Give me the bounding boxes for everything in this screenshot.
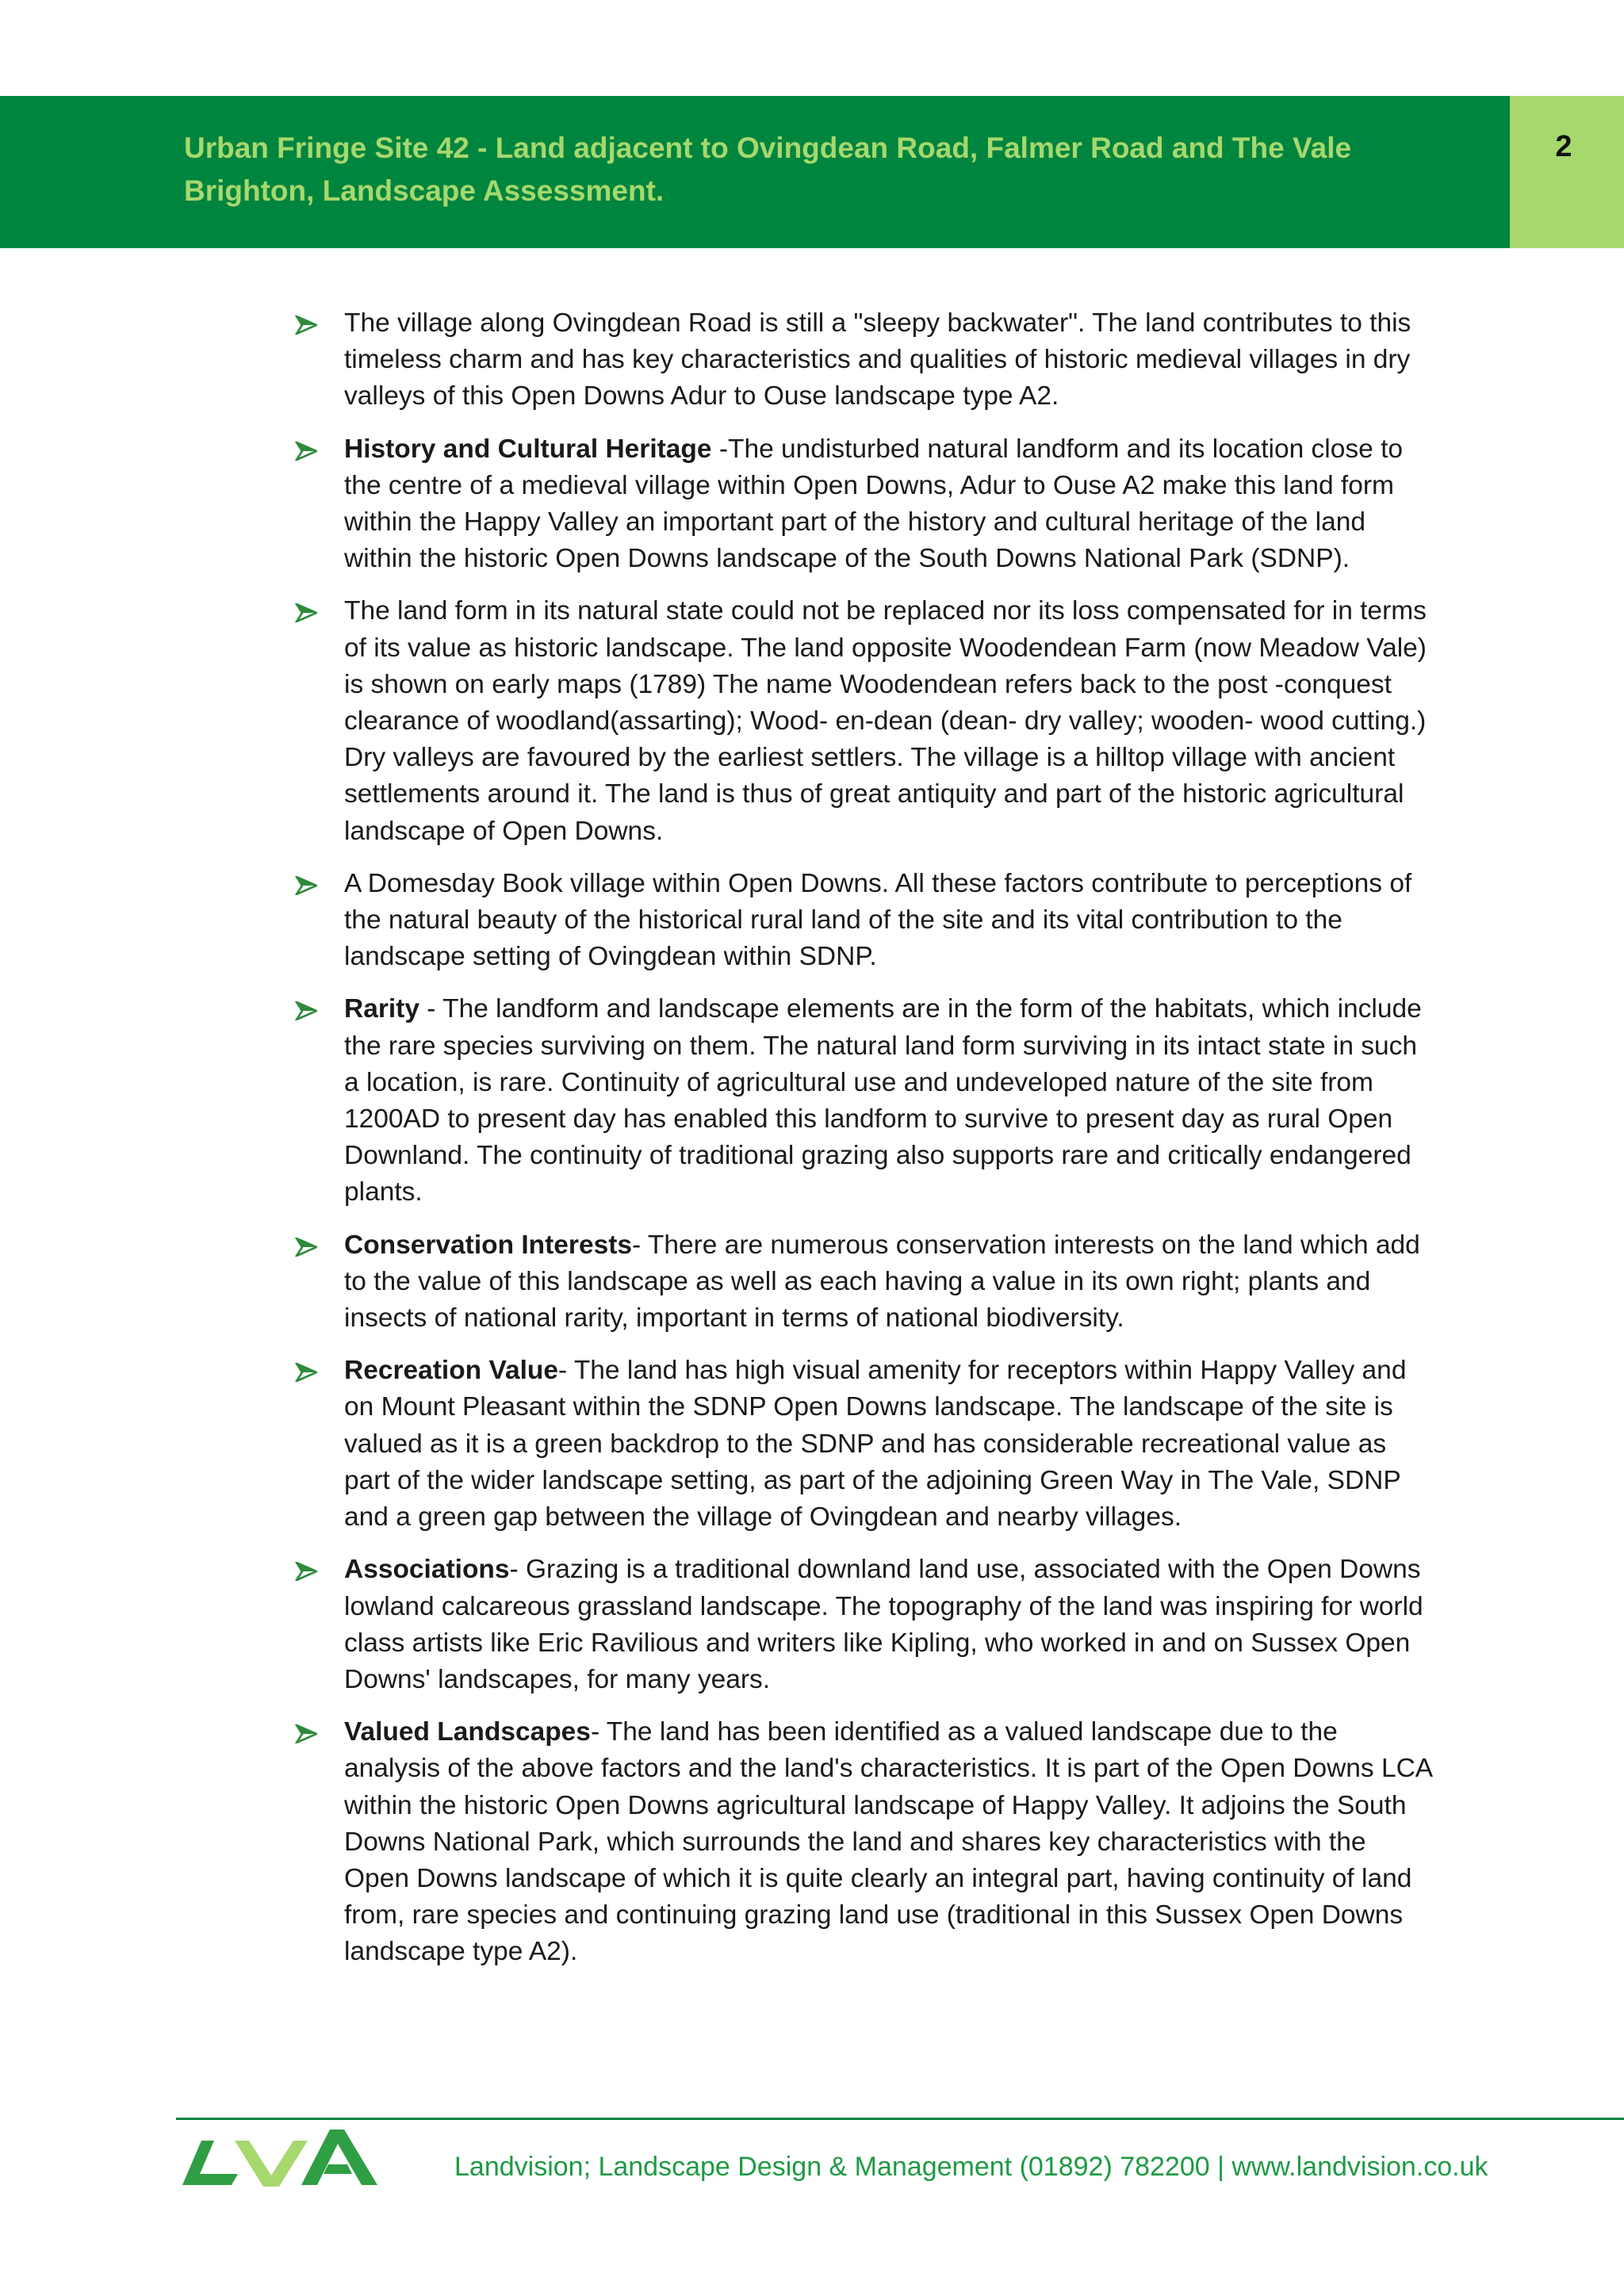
- bullet-item: [295, 431, 1437, 578]
- bullet-item: [295, 991, 1437, 1211]
- bullet-item: [295, 1552, 1437, 1698]
- bullet-text: The village along Ovingdean Road is still a "sleepy backwater". The land contributes to this timeless charm and has key characteristics and qualities of historic medieval villages in dry valleys of this Open Downs Adur to Ouse landscape type A2.: [344, 308, 1411, 411]
- bullet-item: [295, 593, 1437, 849]
- document-title: Urban Fringe Site 42 - Land adjacent to Ovingdean Road, Falmer Road and The Vale Brighton, Landscape Assessment.: [184, 132, 1352, 207]
- bullet-text: -The undisturbed natural landform and its location close to the centre of a medieval village within Open Downs, Adur to Ouse A2 make this land form within the Happy Valley an important part of the history and cultural heritage of the land within the historic Open Downs landscape of the South Downs National Park (SDNP).: [344, 434, 1404, 574]
- arrow-bullet-icon: [295, 1363, 317, 1382]
- arrow-bullet-icon: [295, 1001, 317, 1020]
- bullet-heading: Associations: [344, 1555, 510, 1585]
- bullet-item: [295, 1353, 1437, 1536]
- arrow-bullet-icon: [295, 442, 317, 461]
- bullet-heading: Valued Landscapes: [344, 1717, 591, 1747]
- landvision-logo: [182, 2126, 377, 2191]
- bullet-item: [295, 1227, 1437, 1337]
- arrow-bullet-icon: [295, 1562, 317, 1581]
- bullet-list: [295, 305, 1437, 1987]
- bullet-item: [295, 1714, 1437, 1970]
- page-number: 2: [1555, 130, 1572, 163]
- arrow-bullet-icon: [295, 316, 317, 335]
- bullet-text: - The landform and landscape elements are in the form of the habitats, which include the rare species surviving on them. The natural land form surviving in its intact state in such a location, is rare. Continuity of agricultural use and undeveloped nature of the site from 1200AD to present day has enabled this landform to survive to present day as rural Open Downland. The continuity of traditional grazing also supports rare and critically endangered plants.: [344, 994, 1422, 1207]
- bullet-text: - The land has high visual amenity for receptors within Happy Valley and on Mount Pleasant within the SDNP Open Downs landscape. The landscape of the site is valued as it is a green backdrop to the SDNP and has considerable recreational value as part of the wider landscape setting, as part of the adjoining Green Way in The Vale, SDNP and a green gap between the village of Ovingdean and nearby villages.: [344, 1356, 1407, 1533]
- bullet-heading: Rarity: [344, 994, 419, 1024]
- footer-divider: [176, 2118, 1624, 2120]
- bullet-text: - There are numerous conservation interests on the land which add to the value of this landscape as well as each having a value in its own right; plants and insects of national rarity, important in terms of national biodiversity.: [344, 1230, 1420, 1334]
- arrow-bullet-icon: [295, 1238, 317, 1257]
- bullet-heading: Recreation Value: [344, 1356, 558, 1386]
- bullet-text: A Domesday Book village within Open Downs. All these factors contribute to perceptions of the natural beauty of the historical rural land of the site and its vital contribution to the landscape setting of Ovingdean within SDNP.: [344, 868, 1412, 972]
- bullet-text: The land form in its natural state could not be replaced nor its loss compensated for in terms of its value as historic landscape. The land opposite Woodendean Farm (now Meadow Vale) is shown on early maps (1789) The name Woodendean refers back to the post -conquest clearance of woodland(assarting); Wood- en-dean (dean- dry valley; wooden- wood cutting.) Dry valleys are favoured by the earliest settlers. The village is a hilltop village with ancient settlements around it. The land is thus of great antiquity and part of the historic agricultural landscape of Open Downs.: [344, 596, 1427, 846]
- arrow-bullet-icon: [295, 1724, 317, 1743]
- arrow-bullet-icon: [295, 876, 317, 895]
- footer-contact: Landvision; Landscape Design & Management (01892) 782200 | www.landvision.co.uk: [454, 2152, 1488, 2182]
- bullet-heading: History and Cultural Heritage: [344, 434, 712, 464]
- page-number-tab: [1510, 96, 1624, 248]
- bullet-item: [295, 866, 1437, 976]
- bullet-text: - The land has been identified as a valued landscape due to the analysis of the above factors and the land's characteristics. It is part of the Open Downs LCA within the historic Open Downs agricultural landscape of Happy Valley. It adjoins the South Downs National Park, which surrounds the land and shares key characteristics with the Open Downs landscape of which it is quite clearly an integral part, having continuity of land from, rare species and continuing grazing land use (traditional in this Sussex Open Downs landscape type A2).: [344, 1717, 1432, 1967]
- arrow-bullet-icon: [295, 603, 317, 622]
- bullet-item: [295, 305, 1437, 415]
- bullet-heading: Conservation Interests: [344, 1230, 633, 1260]
- bullet-text: - Grazing is a traditional downland land use, associated with the Open Downs lowland calcareous grassland landscape. The topography of the land was inspiring for world class artists like Eric Ravilious and writers like Kipling, who worked in and on Sussex Open Downs' landscapes, for many years.: [344, 1555, 1423, 1694]
